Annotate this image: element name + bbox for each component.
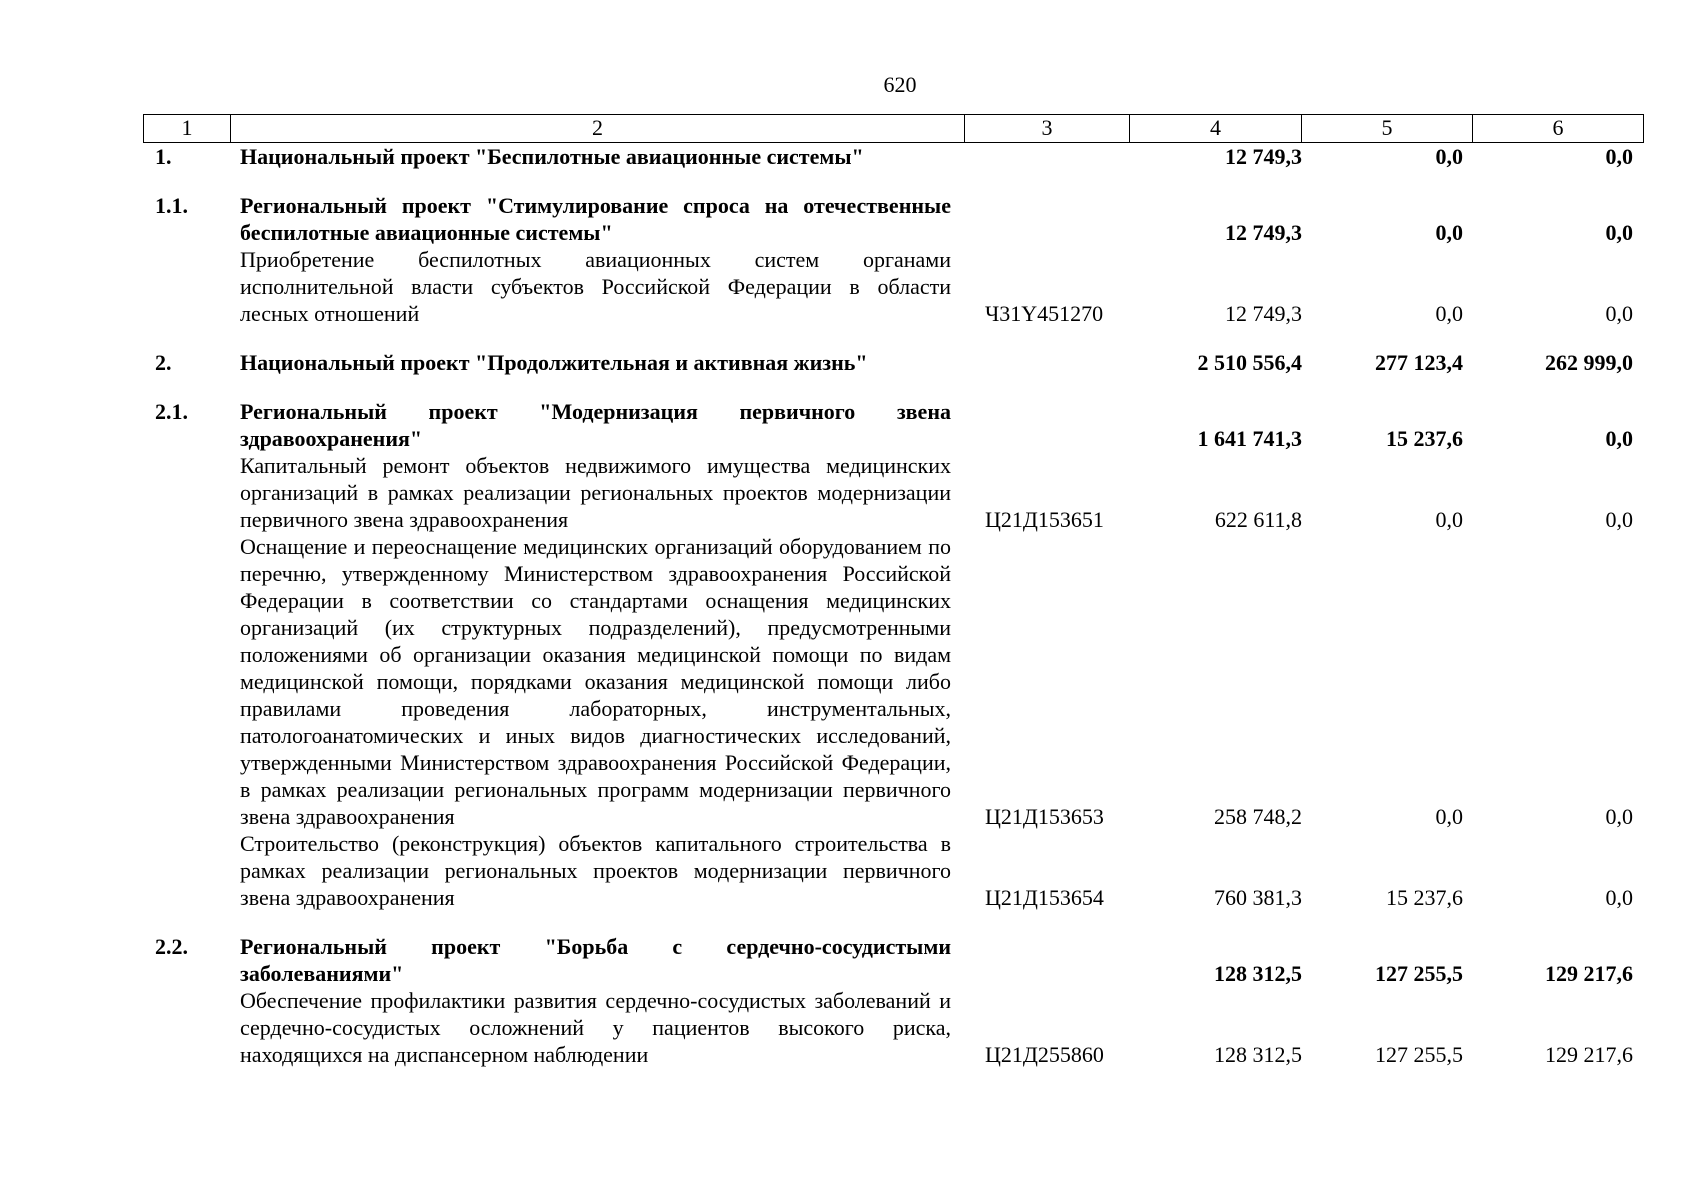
table-row — [143, 246, 1644, 327]
row-value-col6: 0,0 — [1605, 804, 1633, 829]
row-value-col5: 127 255,5 — [1375, 1042, 1463, 1067]
budget-table-body — [143, 143, 1644, 1068]
header-cell-2: 2 — [231, 115, 965, 142]
table-row — [143, 987, 1644, 1068]
row-value-col5: 0,0 — [1435, 144, 1463, 169]
row-value-col4: 128 312,5 — [1214, 1042, 1302, 1067]
header-cell-1: 1 — [144, 115, 231, 142]
row-code: Ц21Д153653 — [985, 804, 1104, 829]
row-code: Ц21Д153651 — [985, 507, 1104, 532]
row-value-col5: 15 237,6 — [1386, 885, 1463, 910]
row-description: Оснащение и переоснащение медицинских организаций оборудованием по перечню, утвержденному Министерством здравоохранения Российской Федерации в соответствии со стандартами оснащения медицинских организаций (их структурных подразделений), предусмотренными положениями об организации оказания медицинской помощи по видам медицинской помощи, порядками оказания медицинской помощи либо правилами проведения лабораторных, инструментальных, патологоанатомических и иных видов диагностических исследований, утвержденными Министерством здравоохранения Российской Федерации, в рамках реализации региональных программ модернизации первичного звена здравоохранения — [240, 534, 951, 829]
row-code: Ц21Д255860 — [985, 1042, 1104, 1067]
header-cell-3: 3 — [965, 115, 1130, 142]
row-code: Ч31Y451270 — [985, 301, 1104, 326]
row-number: 2.2. — [155, 934, 188, 959]
row-number: 2.1. — [155, 399, 188, 424]
row-description: Строительство (реконструкция) объектов капитального строительства в рамках реализации региональных проектов модернизации первичного звена здравоохранения — [240, 831, 951, 910]
row-value-col4: 12 749,3 — [1225, 220, 1302, 245]
row-value-col4: 128 312,5 — [1214, 961, 1302, 986]
table-row — [143, 192, 1644, 246]
row-value-col5: 15 237,6 — [1386, 426, 1463, 451]
row-value-col4: 12 749,3 — [1225, 301, 1302, 326]
table-row — [143, 143, 1644, 170]
row-value-col4: 2 510 556,4 — [1197, 350, 1302, 375]
row-value-col5: 0,0 — [1435, 220, 1463, 245]
row-value-col6: 0,0 — [1605, 426, 1633, 451]
row-value-col6: 129 217,6 — [1545, 961, 1633, 986]
header-cell-5: 5 — [1302, 115, 1473, 142]
table-header — [143, 114, 1644, 143]
row-number — [143, 246, 240, 327]
table-row — [143, 452, 1644, 533]
header-cell-6: 6 — [1552, 115, 1564, 140]
row-value-col6: 262 999,0 — [1545, 350, 1633, 375]
row-value-col4: 622 611,8 — [1214, 507, 1302, 532]
row-number: 2. — [155, 350, 172, 375]
row-number — [143, 452, 240, 533]
row-code: Ц21Д153654 — [985, 885, 1104, 910]
row-value-col5: 127 255,5 — [1375, 961, 1463, 986]
row-number: 1.1. — [155, 193, 188, 218]
row-value-col6: 0,0 — [1605, 507, 1633, 532]
row-description: Национальный проект "Беспилотные авиационные системы" — [240, 144, 864, 169]
row-value-col4: 258 748,2 — [1214, 804, 1302, 829]
row-description: Региональный проект "Модернизация первичного звена здравоохранения" — [240, 399, 951, 451]
table-row — [143, 830, 1644, 911]
row-value-col5: 0,0 — [1435, 301, 1463, 326]
row-description: Приобретение беспилотных авиационных систем органами исполнительной власти субъектов Российской Федерации в области лесных отношений — [240, 247, 951, 326]
row-value-col5: 277 123,4 — [1375, 350, 1463, 375]
row-description: Региональный проект "Борьба с сердечно-сосудистыми заболеваниями" — [240, 934, 951, 986]
row-description: Национальный проект "Продолжительная и активная жизнь" — [240, 350, 868, 375]
table-row — [143, 933, 1644, 987]
row-value-col4: 12 749,3 — [1225, 144, 1302, 169]
row-value-col6: 0,0 — [1605, 144, 1633, 169]
row-value-col6: 0,0 — [1605, 220, 1633, 245]
row-description: Капитальный ремонт объектов недвижимого имущества медицинских организаций в рамках реализации региональных проектов модернизации первичного звена здравоохранения — [240, 453, 951, 532]
row-number — [143, 533, 240, 830]
header-cell-4: 4 — [1130, 115, 1302, 142]
table-row — [143, 398, 1644, 452]
row-value-col5: 0,0 — [1435, 507, 1463, 532]
page-number: 620 — [883, 72, 917, 97]
row-description: Обеспечение профилактики развития сердечно-сосудистых заболеваний и сердечно-сосудистых осложнений у пациентов высокого риска, находящихся на диспансерном наблюдении — [240, 988, 951, 1067]
row-value-col5: 0,0 — [1435, 804, 1463, 829]
row-value-col6: 0,0 — [1605, 301, 1633, 326]
row-value-col6: 129 217,6 — [1545, 1042, 1633, 1067]
table-row — [143, 349, 1644, 376]
row-number: 1. — [155, 144, 172, 169]
table-row — [143, 533, 1644, 830]
row-value-col4: 760 381,3 — [1214, 885, 1302, 910]
row-value-col4: 1 641 741,3 — [1197, 426, 1302, 451]
row-description: Региональный проект "Стимулирование спроса на отечественные беспилотные авиационные системы" — [240, 193, 951, 245]
row-number — [143, 987, 240, 1068]
row-number — [143, 830, 240, 911]
row-value-col6: 0,0 — [1605, 885, 1633, 910]
